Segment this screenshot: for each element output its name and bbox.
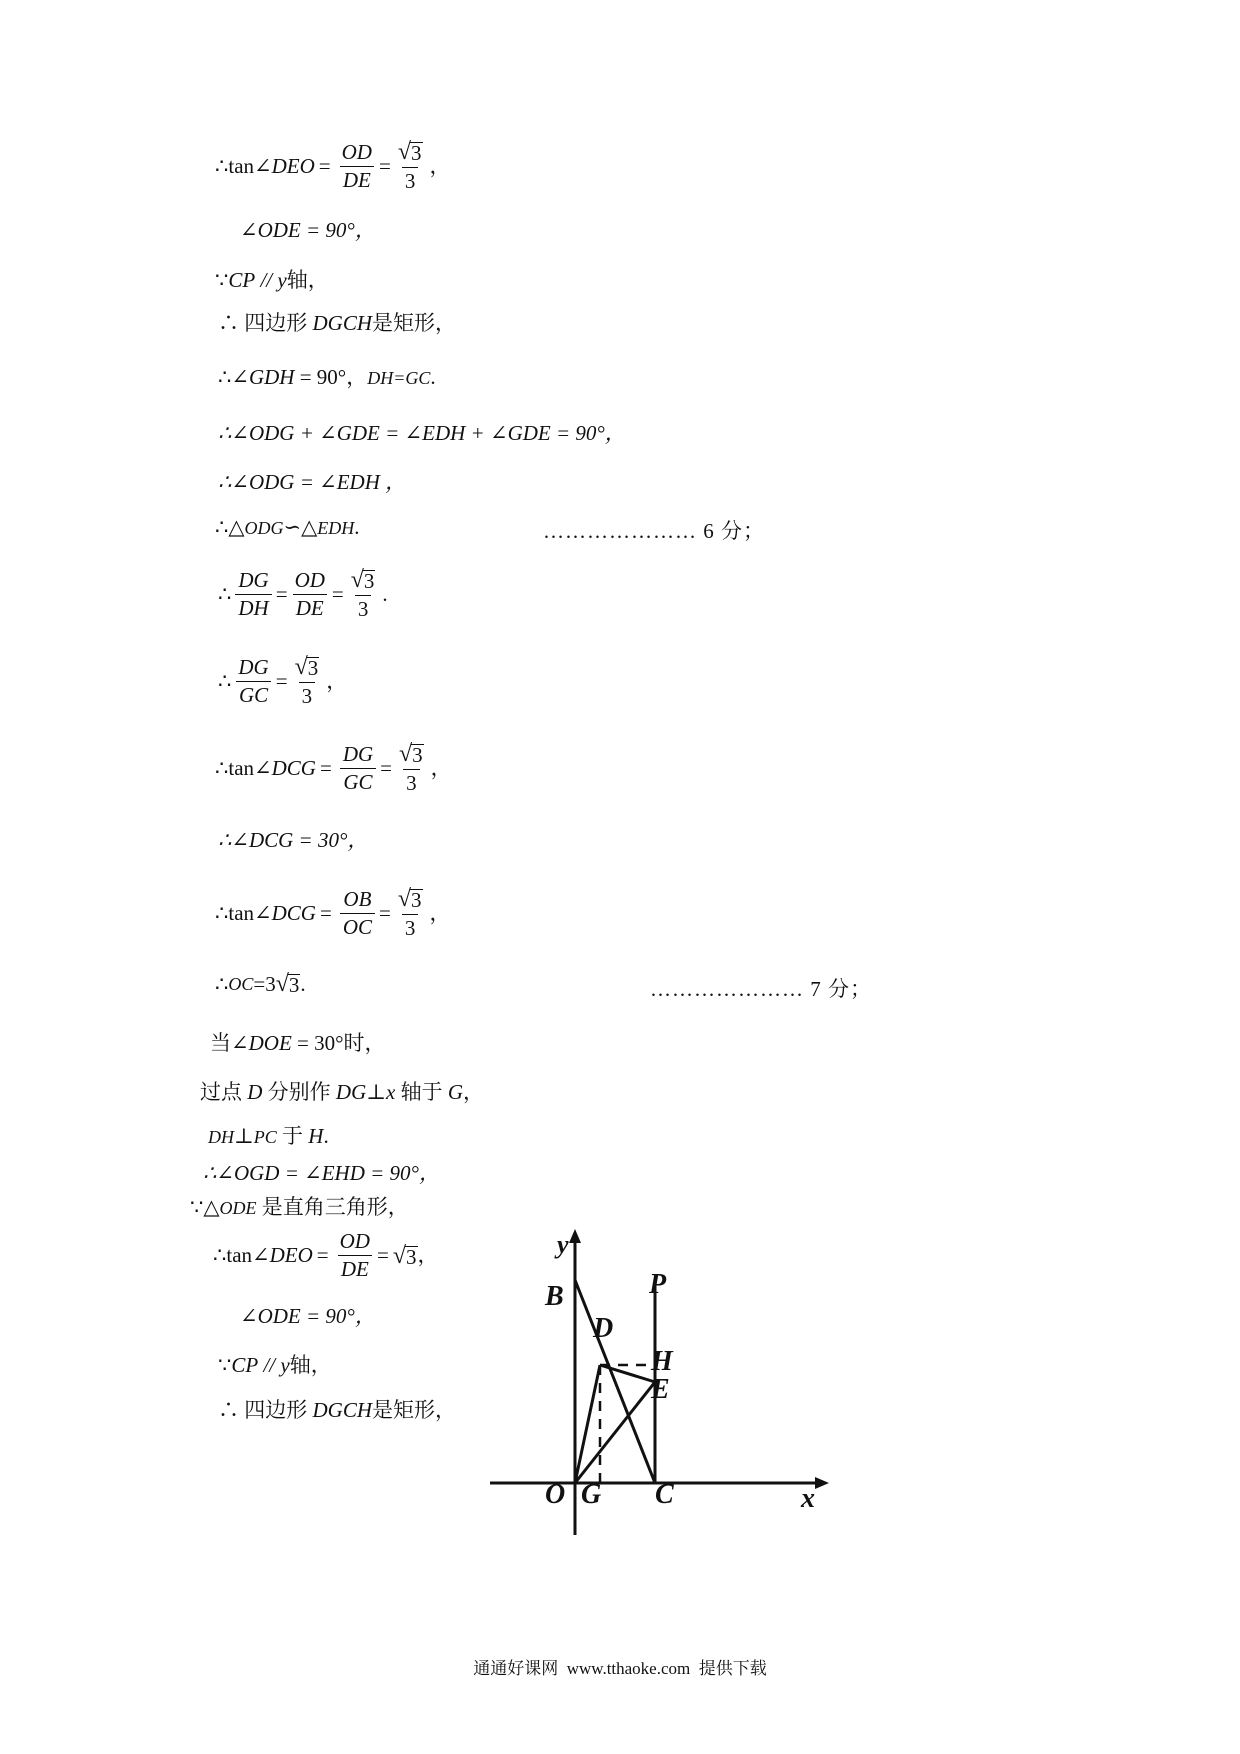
text: ，: [417, 1243, 439, 1267]
numerator: OD: [341, 139, 372, 164]
line-dcg-30: [218, 830, 368, 851]
text: ∴∠DCG = 30°，: [218, 828, 369, 852]
line-through-d: [200, 1082, 484, 1103]
line-cp-parallel-2: [218, 1355, 332, 1376]
text: DEO: [271, 153, 315, 178]
sqrt-symbol: √ 3: [399, 741, 423, 767]
text: ∽: [283, 515, 302, 539]
text: GDH: [248, 365, 295, 389]
line-oc: [215, 972, 306, 996]
text: = 90°，: [294, 365, 368, 389]
page-footer: 通通好课网 www.tthaoke.com 提供下载: [473, 1659, 767, 1678]
text: ∴ 四边形: [218, 311, 313, 335]
label-p: P: [649, 1269, 667, 1300]
text: DEO: [269, 1243, 313, 1267]
text: x: [386, 1080, 396, 1104]
line-gdh: [218, 367, 436, 388]
sqrt-symbol: √ 3: [397, 139, 422, 165]
text: H: [308, 1124, 324, 1148]
denominator: DE: [293, 594, 327, 619]
text: PC: [253, 1126, 277, 1147]
x-axis-arrow: [815, 1477, 829, 1489]
label-g: G: [581, 1479, 602, 1510]
text: =: [318, 153, 331, 178]
text: .: [430, 365, 436, 389]
text: =: [319, 755, 332, 780]
fraction: [340, 741, 376, 794]
label-h: H: [651, 1346, 673, 1377]
line-angle-ode-2: [240, 1306, 376, 1327]
text: .: [382, 581, 388, 606]
numerator: OD: [294, 567, 325, 592]
numerator: [396, 742, 427, 769]
text: =: [378, 153, 391, 178]
text: ∴tan∠: [213, 1243, 270, 1267]
fraction: [340, 886, 375, 939]
text: ∴∠ODG = ∠EDH ，: [218, 470, 407, 494]
text: △: [301, 515, 318, 539]
text: DG: [335, 1080, 367, 1104]
sqrt-symbol: √ 3: [294, 654, 319, 680]
text: 轴，: [286, 268, 329, 292]
denominator: OC: [340, 913, 375, 938]
text: DH=GC: [367, 367, 431, 388]
text: 是矩形，: [372, 311, 457, 335]
line-tan-dcg-1: [215, 742, 452, 794]
text: 过点: [200, 1080, 248, 1104]
text: DGCH: [312, 311, 373, 335]
text: =: [376, 1243, 389, 1267]
denominator: DH: [235, 594, 271, 619]
line-cp-parallel: [215, 270, 329, 291]
text: 轴，: [289, 1353, 332, 1377]
numerator: OB: [343, 886, 372, 911]
text: 是矩形，: [372, 1398, 457, 1422]
text: EDH: [317, 517, 355, 538]
text: =: [380, 755, 392, 780]
score-6: ………………… 6 分；: [543, 519, 765, 543]
text: =3: [253, 971, 276, 996]
label-d: D: [593, 1313, 614, 1344]
numerator: [292, 655, 323, 682]
denominator: GC: [236, 681, 271, 706]
text: ∠ODE = 90°，: [240, 218, 376, 242]
text: ∴tan∠: [215, 755, 272, 780]
text: G: [447, 1080, 464, 1104]
text: 轴于: [395, 1080, 448, 1104]
text: ，: [326, 668, 348, 693]
line-tan-deo: [215, 140, 451, 192]
figure-svg: [490, 1225, 835, 1535]
text: CP: [231, 1353, 259, 1377]
line-similar: [215, 517, 360, 538]
line-ratio-dg-dh: [218, 568, 388, 620]
text: ODG: [244, 517, 284, 538]
text: .: [323, 1124, 329, 1148]
denominator: 3: [299, 682, 316, 707]
text: DCG: [271, 900, 316, 925]
label-e: E: [651, 1374, 670, 1405]
line-tan-deo-2: [213, 1231, 439, 1280]
fraction: [396, 742, 427, 794]
numerator: [395, 140, 426, 167]
text: ∴∠: [218, 365, 249, 389]
text: 当∠: [210, 1031, 249, 1055]
denominator: 3: [403, 769, 420, 794]
denominator: DE: [338, 1255, 372, 1280]
line-when-doe: [210, 1033, 386, 1054]
text: = 30°时，: [291, 1031, 386, 1055]
label-y: y: [557, 1230, 569, 1259]
line-rectangle-2: [218, 1400, 456, 1421]
numerator: OD: [339, 1229, 370, 1253]
fraction: [395, 887, 426, 939]
text: ，: [429, 153, 451, 178]
geometry-figure: [490, 1225, 835, 1540]
sqrt-symbol: √ 3: [275, 971, 300, 997]
text: 是直角三角形，: [256, 1195, 409, 1219]
text: ∴: [218, 668, 232, 693]
text: y: [280, 1353, 290, 1377]
text: ∵: [215, 268, 229, 292]
line-dh-perp: [208, 1126, 329, 1147]
text: =: [316, 1243, 329, 1267]
fraction: [339, 139, 375, 192]
line-ogd-ehd: [203, 1163, 440, 1184]
text: ⊥: [234, 1124, 254, 1148]
label-o: O: [545, 1479, 566, 1510]
text: =: [331, 581, 344, 606]
text: 分别作: [262, 1080, 336, 1104]
text: ∵△: [190, 1195, 220, 1219]
text: ⊥: [366, 1080, 387, 1104]
text: =: [379, 900, 391, 925]
segment-bc: [575, 1280, 655, 1483]
text: =: [275, 668, 288, 693]
text: DGCH: [312, 1398, 373, 1422]
text: .: [300, 971, 306, 996]
y-axis-arrow: [569, 1229, 581, 1243]
label-x: x: [801, 1483, 815, 1514]
text: DCG: [271, 755, 316, 780]
denominator: GC: [340, 768, 375, 793]
text: ∴: [218, 581, 232, 606]
label-b: B: [545, 1281, 564, 1312]
text: =: [275, 581, 288, 606]
denominator: DE: [340, 166, 374, 191]
numerator: [348, 568, 379, 595]
fraction: [337, 1231, 373, 1280]
text: D: [247, 1080, 263, 1104]
text: ，: [463, 1080, 485, 1104]
fraction: [292, 655, 323, 707]
text: .: [354, 515, 360, 539]
score-7: ………………… 7 分；: [650, 977, 872, 1001]
line-tan-dcg-2: [215, 887, 451, 939]
text: ∴∠OGD = ∠EHD = 90°，: [203, 1161, 440, 1185]
line-odg-eq: [218, 472, 406, 493]
numerator: DG: [238, 654, 269, 679]
line-rectangle: [218, 313, 456, 334]
text: ∵: [218, 1353, 232, 1377]
line-ratio-dg-gc: [218, 655, 347, 707]
line-right-triangle: [190, 1197, 409, 1218]
text: DH: [208, 1126, 234, 1147]
segment-de: [600, 1365, 655, 1382]
fraction: [348, 568, 379, 620]
line-angle-ode: [240, 220, 376, 241]
numerator: DG: [238, 567, 269, 592]
text: y: [277, 268, 287, 292]
denominator: 3: [402, 914, 419, 939]
fraction: [235, 567, 271, 620]
sqrt-symbol: √ 3: [397, 886, 422, 912]
text: //: [258, 1353, 281, 1377]
fraction: [395, 140, 426, 192]
text: ∴tan∠: [215, 900, 272, 925]
text: ∴∠ODG + ∠GDE = ∠EDH + ∠GDE = 90°，: [218, 421, 626, 445]
sqrt-symbol: √ 3: [392, 1242, 417, 1269]
text: 于: [276, 1124, 309, 1148]
line-odg-sum: [218, 423, 626, 444]
fraction: [235, 654, 271, 707]
text: ∠ODE = 90°，: [240, 1304, 376, 1328]
text: ∴△: [215, 515, 245, 539]
text: ，: [430, 755, 452, 780]
fraction: [292, 567, 328, 620]
text: ∴: [215, 971, 229, 996]
text: ∴ 四边形: [218, 1398, 313, 1422]
text: CP: [228, 268, 256, 292]
text: ∴tan∠: [215, 153, 272, 178]
denominator: 3: [402, 167, 419, 192]
text: =: [319, 900, 332, 925]
denominator: 3: [355, 595, 372, 620]
sqrt-symbol: √ 3: [350, 567, 375, 593]
text: ODE: [219, 1197, 257, 1218]
label-c: C: [655, 1479, 674, 1510]
text: ，: [429, 900, 451, 925]
numerator: DG: [342, 741, 374, 766]
text: //: [255, 268, 278, 292]
numerator: [395, 887, 426, 914]
text: OC: [228, 974, 254, 994]
text: DOE: [248, 1031, 292, 1055]
